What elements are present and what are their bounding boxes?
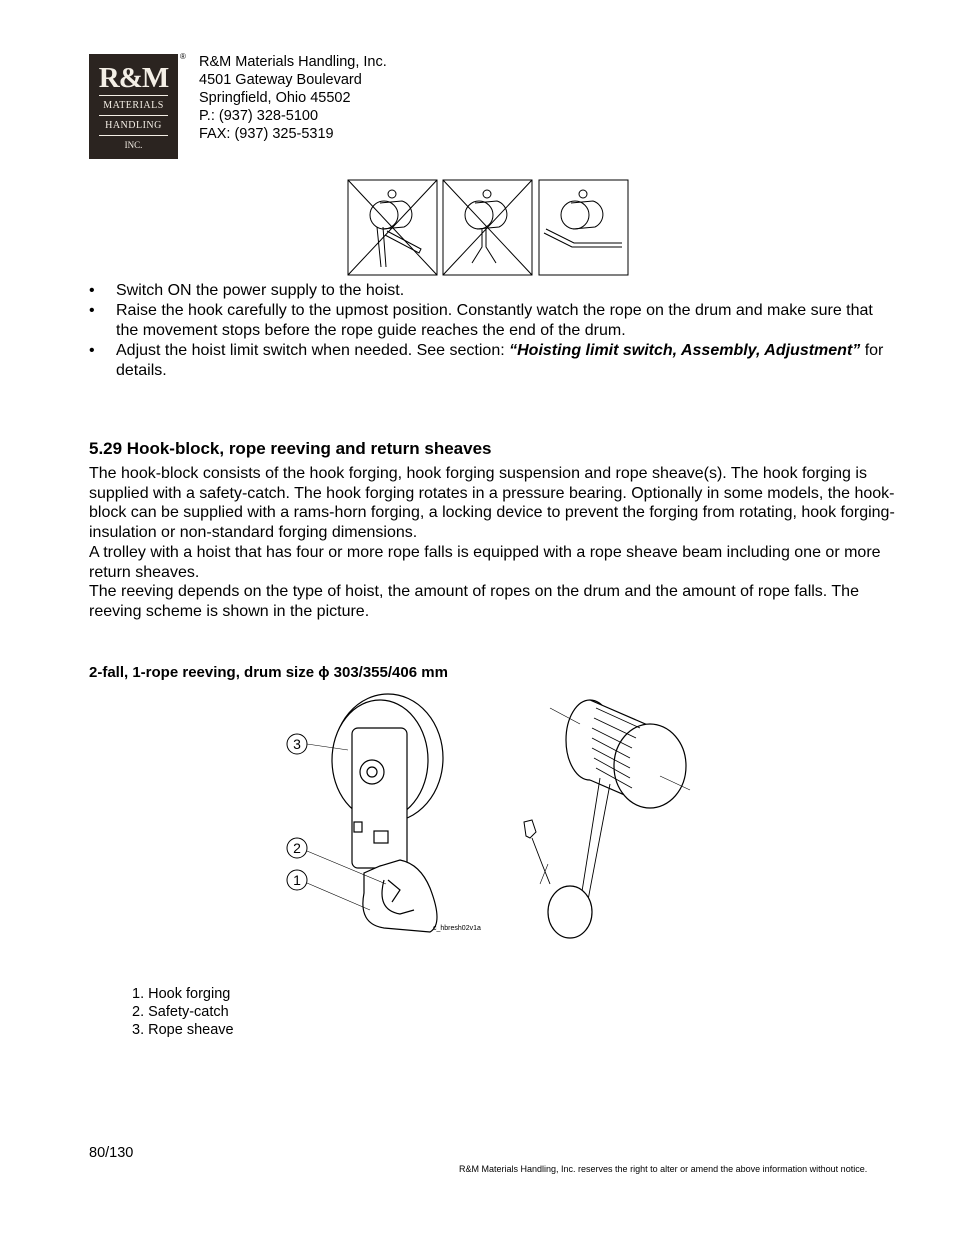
address-line: Springfield, Ohio 45502 — [199, 90, 351, 106]
paragraph: A trolley with a hoist that has four or more rope falls is equipped with a rope sheave beam including one or more return sheaves. — [89, 543, 881, 581]
address-line: 4501 Gateway Boulevard — [199, 72, 362, 88]
company-address — [199, 53, 387, 143]
legend-item: 3. Rope sheave — [132, 1022, 234, 1038]
logo-handling: HANDLING — [105, 120, 162, 131]
rope-correct-illustration — [539, 180, 628, 275]
rope-anchor — [524, 820, 536, 838]
return-sheave — [548, 886, 592, 938]
list-item: • Switch ON the power supply to the hoist. — [89, 282, 405, 299]
rope-angle-illustrations — [347, 179, 630, 276]
rope-wrong-illustration-1 — [348, 180, 437, 275]
list-item: • Raise the hook carefully to the upmost position. Constantly watch the rope on the drum and make sure that the movement stops before the rope guide reaches the end of the drum. — [89, 302, 873, 339]
hook-suspension — [352, 728, 407, 868]
page-number: 80/130 — [89, 1145, 134, 1161]
instruction-list — [89, 281, 889, 381]
company-logo — [89, 54, 178, 159]
legend-item: 1. Hook forging — [132, 986, 231, 1002]
hook-forging — [363, 860, 437, 932]
paragraph: The reeving depends on the type of hoist, the amount of ropes on the drum and the amount of rope falls. The reeving scheme is shown in the picture. — [89, 583, 859, 620]
rope-wrong-illustration-2 — [443, 180, 532, 275]
svg-text:1: 1 — [293, 872, 301, 888]
section-heading: 5.29 Hook-block, rope reeving and return sheaves — [89, 439, 492, 458]
svg-text:2: 2 — [293, 840, 301, 856]
paragraph: The hook-block consists of the hook forging, hook forging suspension and rope sheave(s). The hook forging is supplied with a safety-catch. The hook forging rotates in a pressure bearing. Optionally in some models, the hook-block can be supplied with a rams-horn forging, a locking device to prevent the forging from rotating, hook forging-insulation or non-standard forging dimensions. — [89, 465, 895, 542]
address-line: P.: (937) 328-5100 — [199, 108, 319, 124]
legend-item: 2. Safety-catch — [132, 1004, 229, 1020]
address-line: FAX: (937) 325-5319 — [199, 126, 334, 142]
rope-falls — [580, 778, 610, 904]
logo-materials: MATERIALS — [103, 100, 164, 111]
list-item: • Adjust the hoist limit switch when needed. See section: “Hoisting limit switch, Assembly, Adjustment” for details. — [89, 342, 884, 379]
rope-drum — [566, 700, 686, 808]
figure-code: c_hbresh02v1a — [433, 925, 481, 932]
callout-1 — [287, 870, 370, 910]
address-line: R&M Materials Handling, Inc. — [199, 54, 387, 70]
hook-block-figure — [280, 688, 700, 944]
figure-legend — [132, 985, 234, 1039]
subheading: 2-fall, 1-rope reeving, drum size ϕ 303/355/406 mm — [89, 664, 448, 681]
svg-text:3: 3 — [293, 736, 301, 752]
section-body — [89, 464, 899, 622]
footer-disclaimer: R&M Materials Handling, Inc. reserves the right to alter or amend the above information without notice. — [459, 1164, 868, 1174]
logo-monogram: R&M — [98, 62, 169, 94]
registered-mark: ® — [180, 52, 186, 61]
section-reference: “Hoisting limit switch, Assembly, Adjustment” — [509, 342, 861, 359]
logo-inc: INC. — [124, 140, 143, 150]
